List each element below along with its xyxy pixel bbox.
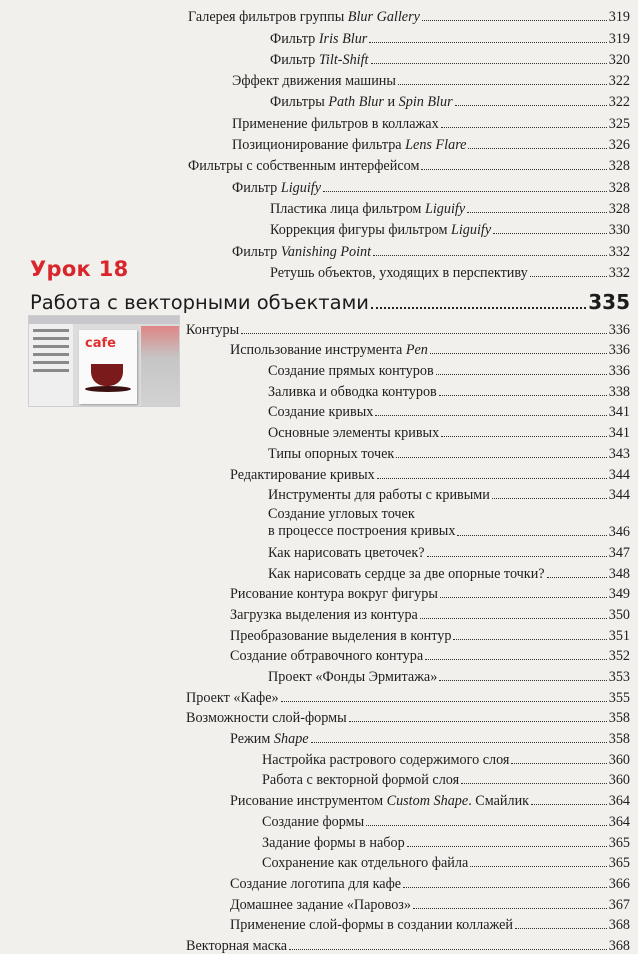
dot-leader bbox=[421, 169, 606, 170]
toc-entry[interactable] bbox=[0, 400, 638, 421]
toc-entry-title: Галерея фильтров группы Blur Gallery bbox=[188, 9, 420, 26]
toc-page-number: 348 bbox=[608, 565, 630, 582]
toc-entry[interactable] bbox=[0, 47, 638, 68]
toc-entry[interactable] bbox=[0, 788, 638, 809]
toc-entry-title: Типы опорных точек bbox=[268, 445, 395, 462]
toc-entry-title: Применение слой-формы в создании коллажей bbox=[230, 917, 514, 934]
toc-entry[interactable] bbox=[0, 582, 638, 603]
toc-page-number: 320 bbox=[608, 51, 630, 68]
dot-leader bbox=[455, 105, 607, 106]
dot-leader bbox=[241, 333, 607, 334]
dot-leader bbox=[440, 597, 607, 598]
dot-leader bbox=[511, 763, 606, 764]
toc-page-number: 355 bbox=[608, 689, 630, 706]
toc-entry[interactable] bbox=[0, 89, 638, 110]
toc-entry[interactable] bbox=[0, 441, 638, 462]
toc-entry[interactable] bbox=[0, 503, 638, 540]
toc-entry[interactable] bbox=[0, 768, 638, 789]
dot-leader bbox=[436, 374, 607, 375]
dot-leader bbox=[427, 556, 607, 557]
dot-leader bbox=[403, 887, 607, 888]
toc-page-number: 344 bbox=[608, 466, 630, 483]
toc-page-number: 322 bbox=[608, 94, 630, 111]
dot-leader bbox=[441, 436, 607, 437]
toc-entry-title: Инструменты для работы с кривыми bbox=[268, 487, 490, 504]
toc-entry-title: Работа с векторной формой слоя bbox=[262, 772, 460, 789]
toc-page-number: 353 bbox=[608, 669, 630, 685]
toc-entry-title: Рисование инструментом Custom Shape. Смайлик bbox=[230, 793, 530, 810]
dot-leader bbox=[420, 618, 607, 619]
toc-page-number: 365 bbox=[608, 834, 630, 851]
dot-leader bbox=[375, 415, 606, 416]
dot-leader bbox=[373, 255, 607, 256]
toc-page-number: 346 bbox=[608, 524, 630, 541]
toc-page-number: 332 bbox=[608, 243, 630, 260]
chapter-heading bbox=[30, 290, 630, 314]
toc-page-number: 368 bbox=[608, 917, 630, 934]
dot-leader bbox=[281, 701, 607, 702]
dot-leader bbox=[396, 457, 606, 458]
dot-leader bbox=[289, 949, 607, 950]
toc-entry-title: Пластика лица фильтром Liguify bbox=[270, 200, 466, 217]
toc-entry[interactable] bbox=[0, 196, 638, 217]
toc-entry[interactable] bbox=[0, 132, 638, 153]
toc-page-number: 336 bbox=[608, 321, 630, 338]
toc-entry-title: Применение фильтров в коллажах bbox=[232, 115, 439, 132]
toc-entry[interactable] bbox=[0, 644, 638, 665]
dot-leader bbox=[547, 577, 607, 578]
toc-entry-title: Как нарисовать цветочек? bbox=[268, 544, 425, 561]
dot-leader bbox=[439, 680, 606, 681]
chapter-page-number: 335 bbox=[588, 290, 630, 314]
toc-entry-title: Позиционирование фильтра Lens Flare bbox=[232, 137, 467, 154]
toc-entry-title: Фильтры Path Blur и Spin Blur bbox=[270, 94, 453, 111]
dot-leader bbox=[413, 908, 607, 909]
toc-page-number: 336 bbox=[608, 342, 630, 359]
toc-entry-title: Проект «Кафе» bbox=[186, 689, 279, 706]
dot-leader bbox=[422, 20, 607, 21]
toc-page-number: 367 bbox=[608, 896, 630, 913]
toc-page-number: 358 bbox=[608, 710, 630, 727]
toc-entry-title: Основные элементы кривых bbox=[268, 425, 440, 442]
lesson-label: Урок 18 bbox=[30, 257, 129, 281]
toc-entry[interactable] bbox=[0, 706, 638, 727]
chapter-title: Работа с векторными объектами bbox=[30, 291, 369, 314]
dot-leader bbox=[439, 395, 607, 396]
dot-leader bbox=[311, 742, 607, 743]
toc-entry-title: Проект «Фонды Эрмитажа» bbox=[268, 669, 438, 685]
toc-entry[interactable] bbox=[0, 483, 638, 504]
toc-page-number: 365 bbox=[608, 855, 630, 872]
toc-entry-title: Режим Shape bbox=[230, 731, 309, 748]
toc-entry-title: Фильтр Vanishing Point bbox=[232, 243, 372, 260]
toc-entry-title: Загрузка выделения из контура bbox=[230, 606, 418, 623]
toc-page-number: 319 bbox=[608, 30, 630, 47]
toc-page-number: 330 bbox=[608, 222, 630, 239]
toc-page-number: 344 bbox=[608, 487, 630, 504]
toc-entry-title: Создание прямых контуров bbox=[268, 363, 434, 380]
toc-entry-title: Создание формы bbox=[262, 813, 365, 830]
toc-entry-title: Заливка и обводка контуров bbox=[268, 383, 437, 400]
toc-entry[interactable] bbox=[0, 871, 638, 892]
toc-entry[interactable] bbox=[0, 25, 638, 46]
toc-entry[interactable] bbox=[0, 623, 638, 644]
toc-entry[interactable] bbox=[0, 830, 638, 851]
dot-leader bbox=[453, 639, 606, 640]
toc-page-number: 364 bbox=[608, 793, 630, 810]
dot-leader bbox=[515, 928, 607, 929]
dot-leader bbox=[371, 63, 607, 64]
toc-page-number: 358 bbox=[608, 731, 630, 748]
toc-entry[interactable] bbox=[0, 685, 638, 706]
toc-entry-title: Контуры bbox=[186, 321, 240, 338]
dot-leader bbox=[371, 307, 586, 309]
toc-page-number: 351 bbox=[608, 627, 630, 644]
toc-entry-title: Настройка растрового содержимого слоя bbox=[262, 751, 510, 768]
dot-leader bbox=[492, 498, 607, 499]
toc-entry-title: Рисование контура вокруг фигуры bbox=[230, 586, 438, 603]
toc-entry-title: Фильтр Tilt-Shift bbox=[270, 51, 369, 68]
toc-page-number: 366 bbox=[608, 875, 630, 892]
toc-entry-title: Создание обтравочного контура bbox=[230, 648, 424, 665]
toc-page-number: 325 bbox=[608, 115, 630, 132]
toc-entry[interactable] bbox=[0, 664, 638, 685]
toc-page-number: 349 bbox=[608, 586, 630, 603]
dot-leader bbox=[425, 659, 607, 660]
toc-page-number: 326 bbox=[608, 137, 630, 154]
toc-page-number: 341 bbox=[608, 425, 630, 442]
toc-page-number: 347 bbox=[608, 544, 630, 561]
dot-leader bbox=[493, 233, 607, 234]
toc-entry-title: Задание формы в набор bbox=[262, 834, 405, 851]
dot-leader bbox=[441, 127, 607, 128]
toc-entry-title: Фильтр Iris Blur bbox=[270, 30, 368, 47]
toc-page-number: 352 bbox=[608, 648, 630, 665]
toc-entry-title: Преобразование выделения в контур bbox=[230, 627, 452, 644]
toc-entry[interactable] bbox=[0, 4, 638, 25]
dot-leader bbox=[377, 478, 607, 479]
toc-entry[interactable] bbox=[0, 338, 638, 359]
toc-entry-title: Векторная маска bbox=[186, 937, 288, 954]
toc-page-number: 343 bbox=[608, 445, 630, 462]
toc-page-number: 319 bbox=[608, 9, 630, 26]
toc-page-number: 322 bbox=[608, 73, 630, 90]
toc-entry[interactable] bbox=[0, 153, 638, 174]
toc-page-number: 350 bbox=[608, 606, 630, 623]
toc-entry-title: Создание кривых bbox=[268, 404, 374, 421]
toc-page-number: 328 bbox=[608, 179, 630, 196]
dot-leader bbox=[530, 276, 607, 277]
toc-page-number: 328 bbox=[608, 158, 630, 175]
dot-leader bbox=[470, 866, 606, 867]
toc-entry[interactable] bbox=[0, 892, 638, 913]
cafe-logo: cafe bbox=[85, 336, 116, 351]
dot-leader bbox=[366, 825, 607, 826]
toc-entry[interactable] bbox=[0, 358, 638, 379]
dot-leader bbox=[461, 783, 607, 784]
toc-entry[interactable] bbox=[0, 809, 638, 830]
toc-entry-title: Редактирование кривых bbox=[230, 466, 375, 483]
toc-entry-title: Эффект движения машины bbox=[232, 73, 396, 90]
dot-leader bbox=[457, 535, 606, 536]
toc-page-number: 341 bbox=[608, 404, 630, 421]
toc-entry[interactable] bbox=[0, 217, 638, 238]
toc-entry-title: Фильтры с собственным интерфейсом bbox=[188, 158, 420, 175]
toc-entry[interactable] bbox=[0, 726, 638, 747]
toc-entry-title: Домашнее задание «Паровоз» bbox=[230, 896, 412, 913]
toc-entry-title: Как нарисовать сердце за две опорные точки? bbox=[268, 565, 545, 582]
toc-entry-title: Фильтр Liguify bbox=[232, 179, 322, 196]
toc-entry[interactable] bbox=[0, 933, 638, 954]
toc-previous-lesson-list bbox=[0, 4, 638, 281]
toc-entry[interactable] bbox=[0, 174, 638, 195]
dot-leader bbox=[467, 212, 607, 213]
toc-entry-title: Коррекция фигуры фильтром Liguify bbox=[270, 222, 492, 239]
dot-leader bbox=[468, 148, 606, 149]
toc-entry-title: Создание угловых точек в процессе построения кривых bbox=[268, 506, 456, 540]
toc-page-number: 360 bbox=[608, 751, 630, 768]
toc-lesson-18-list bbox=[0, 317, 638, 954]
toc-entry[interactable] bbox=[0, 561, 638, 582]
dot-leader bbox=[531, 804, 607, 805]
toc-page-number: 364 bbox=[608, 813, 630, 830]
dot-leader bbox=[369, 42, 606, 43]
toc-entry[interactable] bbox=[0, 602, 638, 623]
dot-leader bbox=[349, 721, 607, 722]
dot-leader bbox=[430, 353, 607, 354]
dot-leader bbox=[323, 191, 607, 192]
toc-entry[interactable] bbox=[0, 913, 638, 934]
toc-page-number: 368 bbox=[608, 937, 630, 954]
dot-leader bbox=[407, 846, 607, 847]
toc-entry[interactable] bbox=[0, 540, 638, 561]
toc-page-number: 338 bbox=[608, 383, 630, 400]
toc-entry[interactable] bbox=[0, 462, 638, 483]
toc-entry-title: Ретушь объектов, уходящих в перспективу bbox=[270, 264, 528, 281]
toc-entry-title: Возможности слой-формы bbox=[186, 710, 347, 727]
toc-entry[interactable] bbox=[0, 68, 638, 89]
toc-entry[interactable] bbox=[0, 379, 638, 400]
toc-entry[interactable] bbox=[0, 747, 638, 768]
toc-page-number: 332 bbox=[608, 264, 630, 281]
toc-entry-title: Использование инструмента Pen bbox=[230, 342, 428, 359]
dot-leader bbox=[398, 84, 607, 85]
toc-entry[interactable] bbox=[0, 420, 638, 441]
toc-page-number: 336 bbox=[608, 363, 630, 380]
toc-entry[interactable] bbox=[0, 110, 638, 131]
toc-entry-title: Создание логотипа для кафе bbox=[230, 875, 402, 892]
toc-entry[interactable] bbox=[0, 851, 638, 872]
toc-entry[interactable] bbox=[0, 317, 638, 338]
toc-entry-title: Сохранение как отдельного файла bbox=[262, 855, 469, 872]
toc-page-number: 360 bbox=[608, 772, 630, 789]
toc-page-number: 328 bbox=[608, 200, 630, 217]
